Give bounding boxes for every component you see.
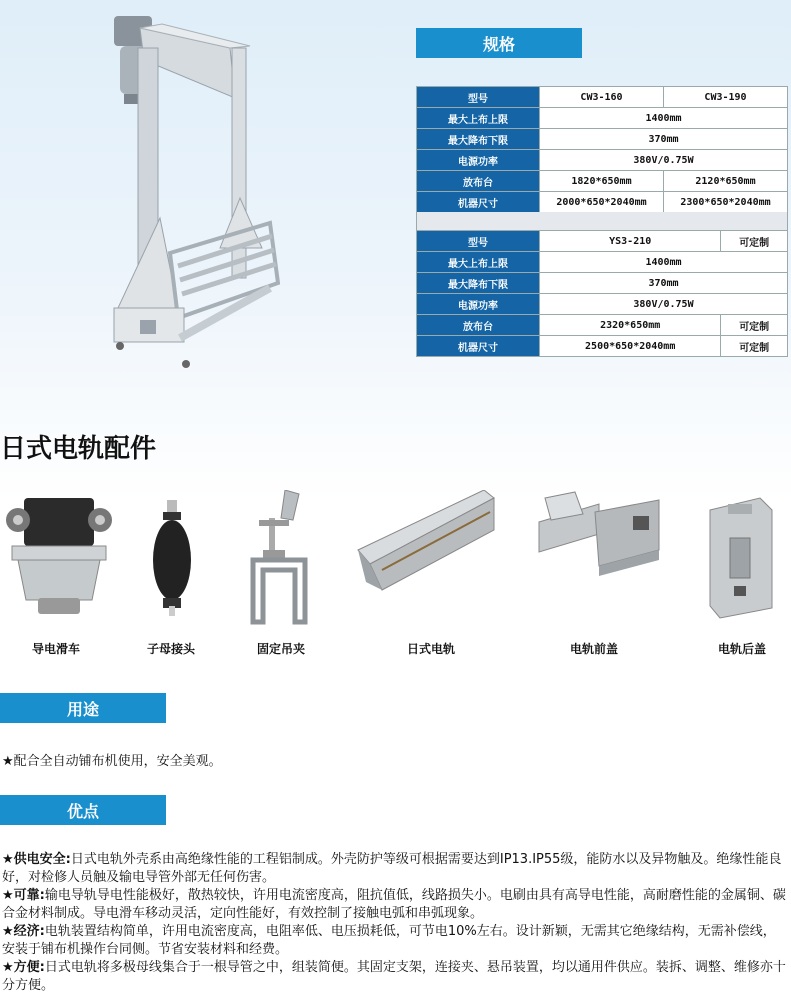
table-row [417,273,788,294]
table-row [417,171,788,192]
advantage-key: ★经济: [2,924,45,939]
list-item [2,923,788,959]
spec-header: 规格 [416,28,582,58]
list-item [2,887,788,923]
usage-header: 用途 [0,693,166,723]
advantages-list [2,851,788,995]
table-row [417,87,788,108]
advantages-header: 优点 [0,795,166,825]
spec-label: 最大降布下限 [417,273,540,294]
advantage-key: ★可靠: [2,888,45,903]
spec-label: 最大降布下限 [417,129,540,150]
spec-table-divider [416,212,788,230]
spec-label: 型号 [417,231,540,252]
spec-value: 2500*650*2040mm [540,336,721,357]
table-row [417,231,788,252]
spec-value: 2120*650mm [664,171,788,192]
spec-label: 最大上布上限 [417,252,540,273]
accessory-label-connector: 子母接头 [146,642,196,656]
accessory-label-rail: 日式电轨 [406,642,456,656]
accessory-label-trolley: 导电滑车 [31,642,81,656]
connector-icon [147,490,197,620]
table-row [417,336,788,357]
trolley-icon [4,490,114,620]
table-row [417,252,788,273]
spec-label: 机器尺寸 [417,192,540,213]
spec-value: 2320*650mm [540,315,721,336]
table-row [417,315,788,336]
spec-value: 1820*650mm [540,171,664,192]
spec-value: 370mm [540,129,788,150]
spec-label: 放布台 [417,171,540,192]
spec-value: 2000*650*2040mm [540,192,664,213]
spec-value: 可定制 [721,315,788,336]
accessory-label-rear-cap: 电轨后盖 [717,642,767,656]
spec-value: CW3-160 [540,87,664,108]
spreading-machine-image [100,8,280,368]
list-item [2,851,788,887]
advantage-text: 日式电轨将多极母线集合于一根导管之中，组装简便。其固定支架，连接夹、悬吊装置，均以通用件供应。装拆、调整、维修亦十分方便。 [2,960,786,993]
front-cap-icon [535,490,665,600]
spec-table-ys3 [416,230,788,357]
table-row [417,192,788,213]
advantage-text: 电轨装置结构简单，许用电流密度高，电阻率低、电压损耗低，可节电10%左右。设计新颖，无需其它绝缘结构，无需补偿线，安装于铺布机操作台同侧。节省安装材料和经费。 [2,924,776,957]
spec-value: 可定制 [721,336,788,357]
table-row [417,129,788,150]
spec-label: 型号 [417,87,540,108]
spec-value: 可定制 [721,231,788,252]
spec-value: 380V/0.75W [540,150,788,171]
spec-value: 380V/0.75W [540,294,788,315]
spec-value: 1400mm [540,108,788,129]
advantage-key: ★方便: [2,960,45,975]
usage-text: ★配合全自动铺布机使用，安全美观。 [2,754,222,769]
rail-icon [352,490,497,600]
table-row [417,294,788,315]
spec-value: 370mm [540,273,788,294]
advantage-key: ★供电安全: [2,852,71,867]
spec-label: 最大上布上限 [417,108,540,129]
list-item [2,959,788,995]
spec-label: 放布台 [417,315,540,336]
spec-label: 电源功率 [417,294,540,315]
spec-value: 2300*650*2040mm [664,192,788,213]
accessory-label-clamp: 固定吊夹 [256,642,306,656]
advantage-text: 输电导轨导电性能极好，散热较快，许用电流密度高，阻抗值低，线路损失小。电刷由具有高导电性能，高耐磨性能的金属铜、碳合金材料制成。导电滑车移动灵活，定向性能好，有效控制了接触电弧和串弧现象。 [2,888,786,921]
accessories-title: 日式电轨配件 [0,434,157,464]
spec-label: 电源功率 [417,150,540,171]
clamp-icon [245,490,315,630]
spec-table-cw3 [416,86,788,213]
table-row [417,108,788,129]
accessory-label-front-cap: 电轨前盖 [569,642,619,656]
spec-label: 机器尺寸 [417,336,540,357]
table-row [417,150,788,171]
advantage-text: 日式电轨外壳系由高绝缘性能的工程铝制成。外壳防护等级可根据需要达到IP13.IP55级，能防水以及异物触及。绝缘性能良好，对检修人员触及输电导管外部无任何伤害。 [2,852,782,885]
spec-value: YS3-210 [540,231,721,252]
spec-value: CW3-190 [664,87,788,108]
rear-cap-icon [700,490,780,620]
spec-value: 1400mm [540,252,788,273]
